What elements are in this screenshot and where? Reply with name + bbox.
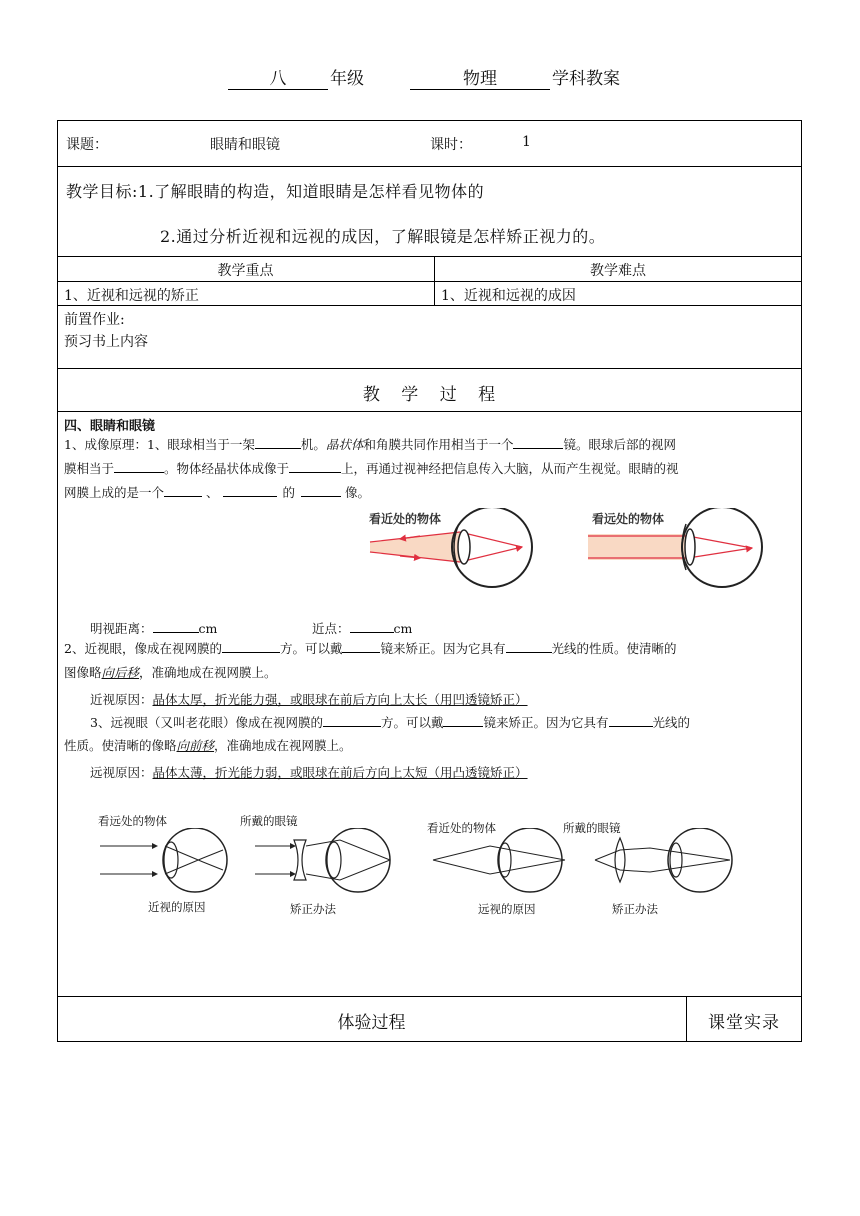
myopia-cause-line: 近视原因：晶体太厚，折光能力强，或眼球在前后方向上太长（用凹透镜矫正） <box>90 692 528 707</box>
near-point-line: 近点： cm <box>312 617 412 641</box>
fig3-correction-caption: 矫正办法 <box>612 902 658 916</box>
difficult-points-header: 教学难点 <box>590 263 646 279</box>
key-points-header: 教学重点 <box>217 263 274 279</box>
paragraph-1-line-2: 膜相当于 。物体经晶状体成像于 上，再通过视神经把信息传入大脑，从而产生视觉。眼睛的视 <box>64 457 679 481</box>
subject-value: 物理 <box>410 64 550 90</box>
fig3-cause-caption: 远视的原因 <box>478 902 536 916</box>
period-label: 课时： <box>430 137 472 153</box>
correction-figure <box>95 828 785 900</box>
section-title: 四、眼睛和眼镜 <box>64 419 156 434</box>
hyperopia-cause-diagram <box>433 828 565 892</box>
divider <box>57 281 802 282</box>
divider <box>57 368 802 369</box>
divider <box>57 996 802 997</box>
hyperopia-correction-diagram <box>595 828 732 892</box>
lens <box>499 843 511 877</box>
fig2-cause-caption: 近视的原因 <box>148 900 206 914</box>
grade-value: 八 <box>228 64 328 90</box>
fig2-correction-caption: 矫正办法 <box>290 902 336 916</box>
paragraph-3-line-1: 3、远视眼（又叫老花眼）像成在视网膜的 方。可以戴 镜来矫正。因为它具有 光线的 <box>90 711 690 735</box>
lens <box>164 842 178 878</box>
prework-content: 预习书上内容 <box>64 334 148 350</box>
period-value: 1 <box>522 134 531 150</box>
prework-label: 前置作业: <box>64 312 125 328</box>
fig3-glasses-label: 所戴的眼镜 <box>563 821 621 835</box>
lens <box>327 842 341 878</box>
convex-lens <box>615 838 625 882</box>
process-title: 教 学 过 程 <box>362 385 497 405</box>
clear-distance-line: 明视距离： cm <box>90 617 217 641</box>
myopia-correction-diagram <box>255 828 390 892</box>
lens <box>458 530 470 564</box>
objective-line-2: 2.通过分析近视和远视的成因，了解眼镜是怎样矫正视力的。 <box>160 227 606 246</box>
concave-lens <box>294 840 306 880</box>
paragraph-2-line-2: 图像略向后移，准确地成在视网膜上。 <box>64 665 277 680</box>
divider <box>57 256 802 257</box>
topic-value: 眼睛和眼镜 <box>210 137 280 153</box>
divider <box>57 411 802 412</box>
topic-label: 课题： <box>66 137 108 153</box>
fig1-far-label: 看远处的物体 <box>592 512 665 526</box>
eyeball-outline <box>498 828 562 892</box>
eyeball-outline <box>668 828 732 892</box>
fig3-near-label: 看近处的物体 <box>427 821 496 835</box>
paragraph-1-line-3: 网膜上成的是一个 、 的 像。 <box>64 481 370 505</box>
paragraph-3-line-2: 性质。使清晰的像略向前移，准确地成在视网膜上。 <box>64 738 352 753</box>
difficult-point-item: 1、近视和远视的成因 <box>441 288 576 304</box>
hyperopia-cause-line: 远视原因：晶体太薄，折光能力弱，或眼球在前后方向上太短（用凸透镜矫正） <box>90 765 528 780</box>
lens <box>685 529 695 565</box>
grade-label: 年级 <box>330 69 364 89</box>
experience-process: 体验过程 <box>337 1013 406 1033</box>
paragraph-2-line-1: 2、近视眼，像成在视网膜的 方。可以戴 镜来矫正。因为它具有 光线的性质。使清晰的 <box>64 637 677 661</box>
fig2-far-label: 看远处的物体 <box>98 814 167 828</box>
ray <box>688 536 752 558</box>
light-beam <box>588 534 688 560</box>
myopia-cause-diagram <box>100 828 227 892</box>
class-record: 课堂实录 <box>708 1013 780 1033</box>
objective-line-1: 教学目标:1.了解眼睛的构造，知道眼睛是怎样看见物体的 <box>66 182 485 201</box>
divider <box>57 305 802 306</box>
lens <box>670 843 682 877</box>
divider <box>57 166 802 167</box>
paragraph-1-line-1: 1、成像原理：1、眼球相当于一架 机。晶状体和角膜共同作用相当于一个 镜。眼球后部的视网 <box>64 433 676 457</box>
eyeball-outline <box>163 828 227 892</box>
key-point-item: 1、近视和远视的矫正 <box>64 288 199 304</box>
fig2-glasses-label: 所戴的眼镜 <box>240 814 298 828</box>
eyeball-outline <box>326 828 390 892</box>
fig1-near-label: 看近处的物体 <box>369 512 442 526</box>
subject-label: 学科教案 <box>552 69 620 89</box>
